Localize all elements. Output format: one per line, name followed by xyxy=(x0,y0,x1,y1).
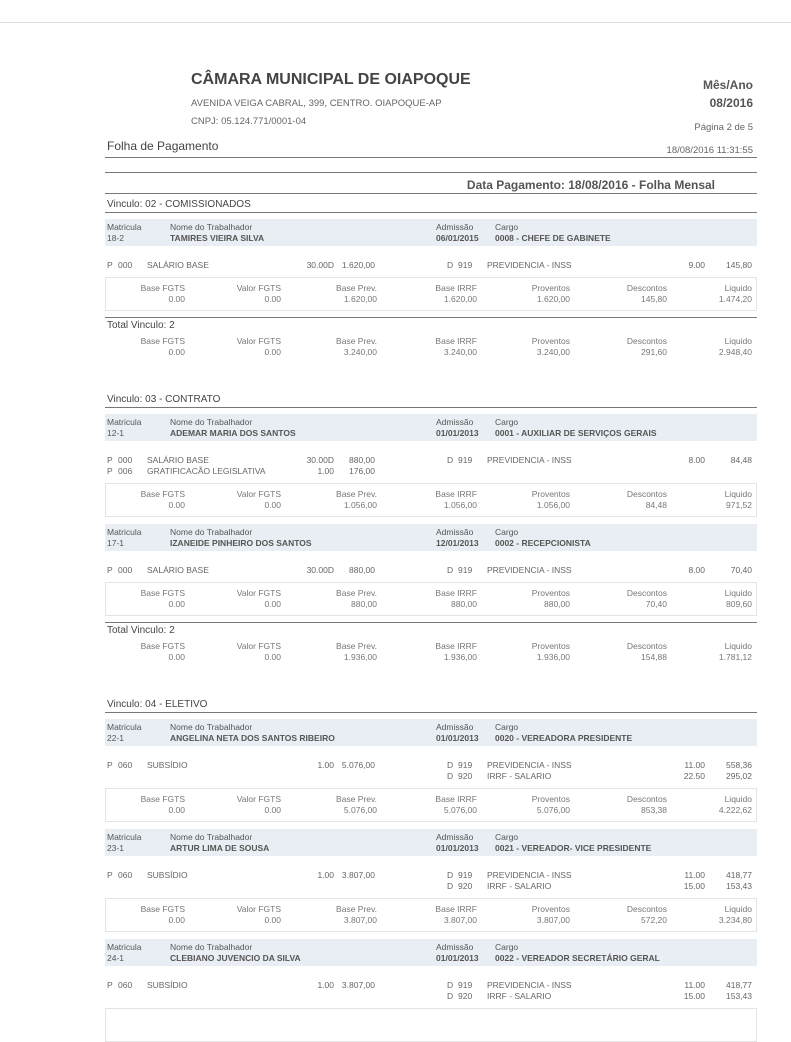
entry-value: 880,00 xyxy=(349,455,375,465)
entry-reference: 11.00 xyxy=(684,870,705,880)
entry-code: 920 xyxy=(458,881,473,891)
entry-value: 3.807,00 xyxy=(341,870,375,880)
entry-code: 006 xyxy=(118,466,133,476)
role-label: Cargo xyxy=(495,417,519,427)
employee-role: 0022 - VEREADOR SECRETÁRIO GERAL xyxy=(495,953,660,963)
entry-description: SUBSÍDIO xyxy=(147,760,188,770)
document-title: Folha de Pagamento xyxy=(107,139,219,153)
entry-description: SUBSÍDIO xyxy=(147,980,188,990)
entry-description: PREVIDENCIA - INSS xyxy=(487,760,572,770)
summary-value: 0.00 xyxy=(168,347,185,357)
summary-value: 0.00 xyxy=(168,652,185,662)
entry-value: 176,00 xyxy=(349,466,375,476)
employee-name: ARTUR LIMA DE SOUSA xyxy=(170,843,270,853)
summary-label: Liquido xyxy=(724,283,752,293)
summary-value: 0.00 xyxy=(264,500,281,510)
summary-label: Base FGTS xyxy=(140,794,185,804)
entry-description: IRRF - SALARIO xyxy=(487,881,552,891)
summary-value: 1.056,00 xyxy=(536,500,570,510)
entry-reference: 11.00 xyxy=(684,980,705,990)
entry-description: IRRF - SALARIO xyxy=(487,771,552,781)
employee-role: 0002 - RECEPCIONISTA xyxy=(495,538,591,548)
matricula-label: Matricula xyxy=(107,722,142,732)
entry-type: D xyxy=(447,991,454,1001)
entry-type: P xyxy=(107,760,113,770)
summary-label: Liquido xyxy=(724,588,752,598)
summary-value: 3.807,00 xyxy=(536,915,570,925)
summary-box xyxy=(105,1008,757,1042)
summary-value: 880,00 xyxy=(451,599,477,609)
matricula-value: 12-1 xyxy=(107,428,125,438)
summary-value: 2.948,40 xyxy=(718,347,752,357)
summary-value: 971,52 xyxy=(726,500,752,510)
entry-value: 70,40 xyxy=(730,565,752,575)
entry-code: 000 xyxy=(118,455,133,465)
entry-type: D xyxy=(447,760,454,770)
employee-name: TAMIRES VIEIRA SILVA xyxy=(170,233,265,243)
summary-label: Base Prev. xyxy=(336,641,377,651)
summary-value: 0.00 xyxy=(168,599,185,609)
matricula-label: Matricula xyxy=(107,417,142,427)
total-vinculo-label: Total Vinculo: 2 xyxy=(107,320,175,331)
name-label: Nome do Trabalhador xyxy=(170,222,253,232)
summary-value: 3.240,00 xyxy=(443,347,477,357)
role-label: Cargo xyxy=(495,722,519,732)
name-label: Nome do Trabalhador xyxy=(170,832,253,842)
entry-type: P xyxy=(107,980,113,990)
entry-type: P xyxy=(107,870,113,880)
entry-code: 920 xyxy=(458,991,473,1001)
entry-type: D xyxy=(447,881,454,891)
summary-value: 5.076,00 xyxy=(536,805,570,815)
entry-code: 000 xyxy=(118,260,133,270)
summary-label: Base FGTS xyxy=(140,336,185,346)
matricula-value: 23-1 xyxy=(107,843,125,853)
matricula-value: 24-1 xyxy=(107,953,125,963)
employee-role: 0020 - VEREADORA PRESIDENTE xyxy=(495,733,633,743)
entry-value: 3.807,00 xyxy=(341,980,375,990)
entry-description: PREVIDENCIA - INSS xyxy=(487,870,572,880)
payment-date-line: Data Pagamento: 18/08/2016 - Folha Mensal xyxy=(466,178,715,192)
entry-type: P xyxy=(107,455,113,465)
divider xyxy=(105,212,757,213)
entry-reference: 11.00 xyxy=(684,760,705,770)
summary-value: 5.076,00 xyxy=(343,805,377,815)
summary-value: 572,20 xyxy=(641,915,667,925)
summary-value: 0.00 xyxy=(168,915,185,925)
summary-label: Descontos xyxy=(626,904,667,914)
matricula-value: 17-1 xyxy=(107,538,125,548)
entry-code: 919 xyxy=(458,260,473,270)
entry-description: SUBSÍDIO xyxy=(147,870,188,880)
entry-reference: 1.00 xyxy=(317,870,334,880)
summary-label: Descontos xyxy=(626,489,667,499)
employee-name: IZANEIDE PINHEIRO DOS SANTOS xyxy=(170,538,312,548)
vinculo-title: Vinculo: 02 - COMISSIONADOS xyxy=(107,199,251,210)
role-label: Cargo xyxy=(495,832,519,842)
summary-value: 1.620,00 xyxy=(443,294,477,304)
entry-code: 919 xyxy=(458,565,473,575)
entry-value: 153,43 xyxy=(726,991,752,1001)
divider xyxy=(105,317,757,318)
admission-label: Admissão xyxy=(436,417,474,427)
entry-reference: 30.00D xyxy=(306,455,334,465)
entry-description: SALÁRIO BASE xyxy=(147,455,209,465)
entry-value: 418,77 xyxy=(726,870,752,880)
summary-label: Proventos xyxy=(531,283,570,293)
entry-description: SALÁRIO BASE xyxy=(147,565,209,575)
entry-reference: 1.00 xyxy=(317,466,334,476)
summary-value: 0.00 xyxy=(168,500,185,510)
summary-label: Descontos xyxy=(626,588,667,598)
summary-label: Liquido xyxy=(724,904,752,914)
entry-type: D xyxy=(447,565,454,575)
vinculo-title: Vinculo: 03 - CONTRATO xyxy=(107,394,221,405)
admission-label: Admissão xyxy=(436,832,474,842)
summary-label: Base IRRF xyxy=(435,904,477,914)
entry-description: PREVIDENCIA - INSS xyxy=(487,455,572,465)
divider xyxy=(105,407,757,408)
summary-label: Base Prev. xyxy=(336,489,377,499)
summary-label: Base IRRF xyxy=(435,794,477,804)
entry-description: PREVIDENCIA - INSS xyxy=(487,565,572,575)
entry-code: 000 xyxy=(118,565,133,575)
summary-value: 4.222,62 xyxy=(718,805,752,815)
matricula-label: Matricula xyxy=(107,527,142,537)
summary-label: Liquido xyxy=(724,489,752,499)
entry-value: 880,00 xyxy=(349,565,375,575)
admission-label: Admissão xyxy=(436,722,474,732)
name-label: Nome do Trabalhador xyxy=(170,527,253,537)
admission-label: Admissão xyxy=(436,222,474,232)
summary-label: Descontos xyxy=(626,641,667,651)
entry-type: P xyxy=(107,565,113,575)
summary-label: Valor FGTS xyxy=(236,904,281,914)
summary-label: Base IRRF xyxy=(435,489,477,499)
organization-name: CÂMARA MUNICIPAL DE OIAPOQUE xyxy=(191,71,471,88)
employee-name: CLEBIANO JUVENCIO DA SILVA xyxy=(170,953,301,963)
summary-label: Base IRRF xyxy=(435,283,477,293)
summary-label: Base Prev. xyxy=(336,904,377,914)
summary-label: Valor FGTS xyxy=(236,283,281,293)
summary-label: Base IRRF xyxy=(435,641,477,651)
summary-value: 291,60 xyxy=(641,347,667,357)
summary-label: Base Prev. xyxy=(336,588,377,598)
summary-label: Valor FGTS xyxy=(236,641,281,651)
summary-value: 1.620,00 xyxy=(536,294,570,304)
admission-label: Admissão xyxy=(436,942,474,952)
summary-label: Base Prev. xyxy=(336,336,377,346)
employee-role: 0021 - VEREADOR- VICE PRESIDENTE xyxy=(495,843,652,853)
summary-label: Base FGTS xyxy=(140,641,185,651)
summary-label: Proventos xyxy=(531,794,570,804)
entry-value: 1.620,00 xyxy=(341,260,375,270)
summary-value: 5.076,00 xyxy=(443,805,477,815)
summary-label: Base FGTS xyxy=(140,283,185,293)
summary-label: Proventos xyxy=(531,588,570,598)
entry-type: P xyxy=(107,466,113,476)
entry-type: D xyxy=(447,870,454,880)
entry-reference: 1.00 xyxy=(317,980,334,990)
summary-label: Descontos xyxy=(626,336,667,346)
summary-label: Base FGTS xyxy=(140,904,185,914)
summary-value: 0.00 xyxy=(264,347,281,357)
admission-date: 06/01/2015 xyxy=(436,233,479,243)
entry-type: D xyxy=(447,260,454,270)
summary-label: Base IRRF xyxy=(435,336,477,346)
summary-value: 0.00 xyxy=(264,652,281,662)
summary-label: Valor FGTS xyxy=(236,336,281,346)
summary-value: 1.056,00 xyxy=(343,500,377,510)
summary-label: Descontos xyxy=(626,283,667,293)
entry-code: 060 xyxy=(118,870,133,880)
summary-label: Proventos xyxy=(531,641,570,651)
matricula-label: Matricula xyxy=(107,832,142,842)
admission-date: 01/01/2013 xyxy=(436,733,479,743)
summary-label: Proventos xyxy=(531,904,570,914)
summary-value: 3.240,00 xyxy=(343,347,377,357)
entry-description: GRATIFICACÃO LEGISLATIVA xyxy=(147,466,266,476)
summary-value: 1.474,20 xyxy=(718,294,752,304)
entry-type: D xyxy=(447,455,454,465)
employee-name: ANGELINA NETA DOS SANTOS RIBEIRO xyxy=(170,733,335,743)
entry-reference: 15.00 xyxy=(683,881,705,891)
total-vinculo-label: Total Vinculo: 2 xyxy=(107,625,175,636)
summary-value: 1.936,00 xyxy=(343,652,377,662)
entry-value: 418,77 xyxy=(726,980,752,990)
month-year-value: 08/2016 xyxy=(709,96,753,110)
summary-value: 3.807,00 xyxy=(443,915,477,925)
entry-value: 145,80 xyxy=(726,260,752,270)
entry-type: D xyxy=(447,771,454,781)
admission-date: 01/01/2013 xyxy=(436,953,479,963)
entry-description: SALÁRIO BASE xyxy=(147,260,209,270)
matricula-value: 18-2 xyxy=(107,233,125,243)
entry-reference: 8.00 xyxy=(688,565,705,575)
entry-reference: 15.00 xyxy=(683,991,705,1001)
entry-type: D xyxy=(447,980,454,990)
divider xyxy=(105,712,757,713)
summary-value: 0.00 xyxy=(264,915,281,925)
admission-label: Admissão xyxy=(436,527,474,537)
summary-value: 84,48 xyxy=(645,500,667,510)
entry-value: 153,43 xyxy=(726,881,752,891)
entry-code: 919 xyxy=(458,455,473,465)
divider xyxy=(105,622,757,623)
summary-value: 3.234,80 xyxy=(718,915,752,925)
admission-date: 01/01/2013 xyxy=(436,843,479,853)
summary-label: Base IRRF xyxy=(435,588,477,598)
vinculo-title: Vinculo: 04 - ELETIVO xyxy=(107,699,208,710)
summary-value: 880,00 xyxy=(351,599,377,609)
divider xyxy=(105,172,757,173)
summary-value: 3.807,00 xyxy=(343,915,377,925)
entry-value: 558,36 xyxy=(726,760,752,770)
summary-label: Valor FGTS xyxy=(236,489,281,499)
name-label: Nome do Trabalhador xyxy=(170,942,253,952)
entry-description: PREVIDENCIA - INSS xyxy=(487,980,572,990)
role-label: Cargo xyxy=(495,222,519,232)
summary-value: 809,60 xyxy=(726,599,752,609)
summary-value: 1.056,00 xyxy=(443,500,477,510)
entry-reference: 30.00D xyxy=(306,260,334,270)
summary-value: 1.781,12 xyxy=(718,652,752,662)
summary-value: 0.00 xyxy=(168,805,185,815)
summary-label: Proventos xyxy=(531,336,570,346)
entry-reference: 8.00 xyxy=(688,455,705,465)
summary-label: Base Prev. xyxy=(336,794,377,804)
entry-description: PREVIDENCIA - INSS xyxy=(487,260,572,270)
summary-label: Base FGTS xyxy=(140,489,185,499)
entry-code: 919 xyxy=(458,980,473,990)
summary-label: Liquido xyxy=(724,794,752,804)
matricula-label: Matricula xyxy=(107,222,142,232)
employee-role: 0008 - CHEFE DE GABINETE xyxy=(495,233,611,243)
summary-value: 3.240,00 xyxy=(536,347,570,357)
summary-value: 1.620,00 xyxy=(343,294,377,304)
divider xyxy=(105,193,757,194)
organization-cnpj: CNPJ: 05.124.771/0001-04 xyxy=(191,116,307,127)
summary-label: Base FGTS xyxy=(140,588,185,598)
summary-label: Valor FGTS xyxy=(236,794,281,804)
name-label: Nome do Trabalhador xyxy=(170,417,253,427)
summary-value: 880,00 xyxy=(544,599,570,609)
entry-code: 060 xyxy=(118,980,133,990)
matricula-label: Matricula xyxy=(107,942,142,952)
entry-reference: 9.00 xyxy=(688,260,705,270)
entry-description: IRRF - SALARIO xyxy=(487,991,552,1001)
page-edge xyxy=(0,22,791,23)
summary-value: 0.00 xyxy=(168,294,185,304)
divider xyxy=(105,157,757,158)
entry-reference: 22.50 xyxy=(683,771,705,781)
summary-value: 0.00 xyxy=(264,805,281,815)
summary-value: 70,40 xyxy=(645,599,667,609)
admission-date: 01/01/2013 xyxy=(436,428,479,438)
summary-value: 853,38 xyxy=(641,805,667,815)
summary-value: 1.936,00 xyxy=(443,652,477,662)
page-number: Página 2 de 5 xyxy=(694,122,753,133)
entry-code: 060 xyxy=(118,760,133,770)
summary-value: 0.00 xyxy=(264,294,281,304)
admission-date: 12/01/2013 xyxy=(436,538,479,548)
summary-label: Base Prev. xyxy=(336,283,377,293)
role-label: Cargo xyxy=(495,942,519,952)
summary-value: 0.00 xyxy=(264,599,281,609)
role-label: Cargo xyxy=(495,527,519,537)
summary-value: 1.936,00 xyxy=(536,652,570,662)
entry-value: 5.076,00 xyxy=(341,760,375,770)
name-label: Nome do Trabalhador xyxy=(170,722,253,732)
entry-type: P xyxy=(107,260,113,270)
summary-value: 145,80 xyxy=(641,294,667,304)
matricula-value: 22-1 xyxy=(107,733,125,743)
summary-label: Liquido xyxy=(724,336,752,346)
month-year-label: Mês/Ano xyxy=(702,78,753,92)
employee-name: ADEMAR MARIA DOS SANTOS xyxy=(170,428,296,438)
summary-label: Descontos xyxy=(626,794,667,804)
entry-code: 920 xyxy=(458,771,473,781)
organization-address: AVENIDA VEIGA CABRAL, 399, CENTRO. OIAPOQUE-AP xyxy=(191,98,442,109)
entry-code: 919 xyxy=(458,870,473,880)
summary-label: Valor FGTS xyxy=(236,588,281,598)
printed-datetime: 18/08/2016 11:31:55 xyxy=(666,145,753,156)
summary-label: Liquido xyxy=(724,641,752,651)
employee-role: 0001 - AUXILIAR DE SERVIÇOS GERAIS xyxy=(495,428,657,438)
entry-code: 919 xyxy=(458,760,473,770)
entry-reference: 30.00D xyxy=(306,565,334,575)
entry-value: 295,02 xyxy=(726,771,752,781)
summary-value: 154,88 xyxy=(641,652,667,662)
summary-label: Proventos xyxy=(531,489,570,499)
entry-reference: 1.00 xyxy=(317,760,334,770)
entry-value: 84,48 xyxy=(730,455,752,465)
